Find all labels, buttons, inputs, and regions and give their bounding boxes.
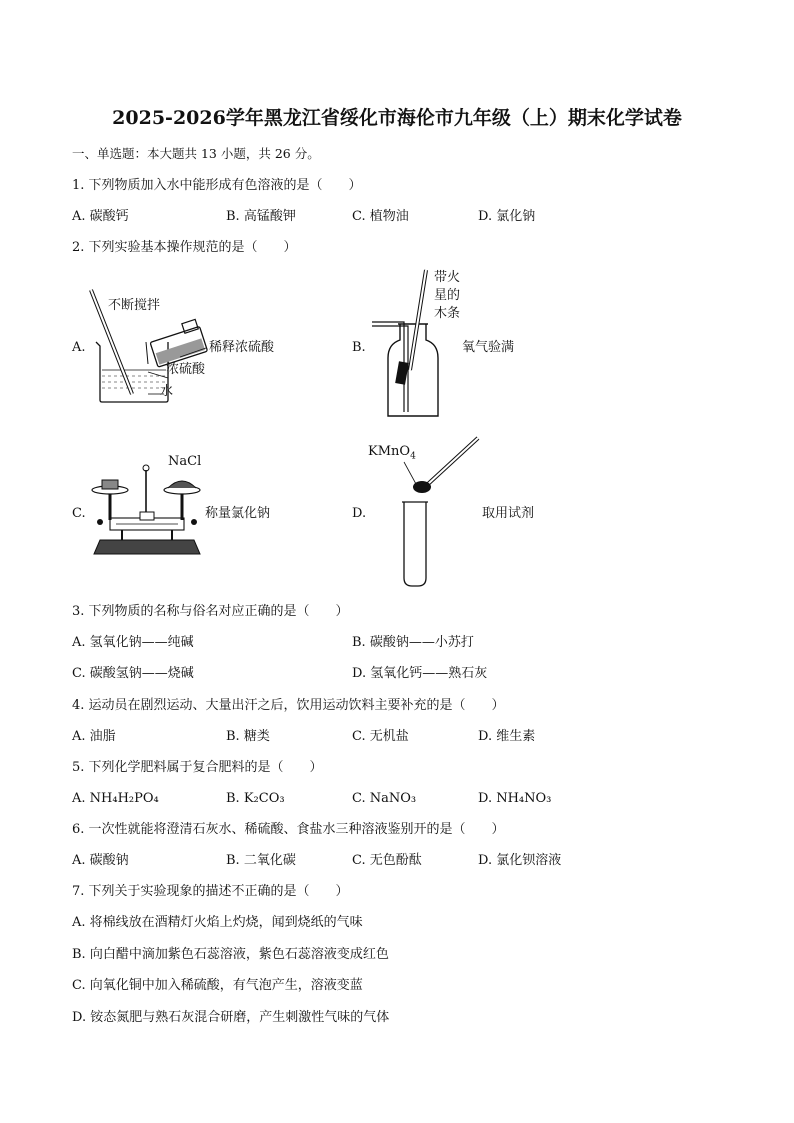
q7-option-c: C. 向氧化铜中加入稀硫酸，有气泡产生，溶液变蓝 [72,978,363,993]
question-3-stem: 3. 下列物质的名称与俗名对应正确的是（ ） [72,604,349,619]
q2-a-name: 稀释浓硫酸 [209,340,275,355]
q2-a-acid-label: 浓硫酸 [166,362,206,377]
q1-option-a: A. 碳酸钙 [72,209,129,224]
q2-option-b-letter: B. [352,340,366,355]
q4-option-c: C. 无机盐 [352,729,409,744]
q1-option-d: D. 氯化钠 [478,209,536,224]
q5-option-a: A. NH₄H₂PO₄ [72,791,159,806]
q2-a-stir-label: 不断搅拌 [108,298,161,313]
q2-b-splint-label-1: 带火 [434,270,461,285]
q2-d-reagent-subscript: 4 [410,451,416,462]
q2-option-a-letter: A. [72,340,86,355]
q4-option-d: D. 维生素 [478,729,536,744]
q6-option-b: B. 二氧化碳 [226,853,296,868]
question-6-stem: 6. 一次性就能将澄清石灰水、稀硫酸、食盐水三种溶液鉴别开的是（ ） [72,822,505,837]
q2-b-splint-label-2: 星的 [434,288,461,303]
q4-option-b: B. 糖类 [226,729,270,744]
q2-a-water-label: 水 [160,384,174,399]
q6-option-d: D. 氯化钡溶液 [478,853,562,868]
take-reagent-figure [398,432,488,590]
question-7-stem: 7. 下列关于实验现象的描述不正确的是（ ） [72,884,349,899]
q3-option-d: D. 氢氧化钙——熟石灰 [352,666,488,681]
q2-d-reagent-formula: KMnO [368,444,411,459]
q6-option-a: A. 碳酸钠 [72,853,129,868]
q3-option-b: B. 碳酸钠——小苏打 [352,635,474,650]
q3-option-c: C. 碳酸氢钠——烧碱 [72,666,194,681]
q3-option-a: A. 氢氧化钠——纯碱 [72,635,194,650]
question-2-stem: 2. 下列实验基本操作规范的是（ ） [72,240,297,255]
q7-option-d: D. 铵态氮肥与熟石灰混合研磨，产生刺激性气味的气体 [72,1010,390,1025]
q4-option-a: A. 油脂 [72,729,116,744]
q5-option-b: B. K₂CO₃ [226,791,285,806]
q2-c-salt-label: NaCl [168,454,202,469]
q5-option-d: D. NH₄NO₃ [478,791,552,806]
question-4-stem: 4. 运动员在剧烈运动、大量出汗之后，饮用运动饮料主要补充的是（ ） [72,698,505,713]
question-1-stem: 1. 下列物质加入水中能形成有色溶液的是（ ） [72,178,362,193]
section-heading: 一、单选题：本大题共 13 小题，共 26 分。 [72,146,320,161]
q2-d-name: 取用试剂 [482,506,535,521]
balance-figure [86,456,206,566]
q2-option-c-letter: C. [72,506,86,521]
q5-option-c: C. NaNO₃ [352,791,417,806]
q1-option-c: C. 植物油 [352,209,409,224]
q7-option-b: B. 向白醋中滴加紫色石蕊溶液，紫色石蕊溶液变成红色 [72,947,389,962]
q1-option-b: B. 高锰酸钾 [226,209,296,224]
q2-option-d-letter: D. [352,506,367,521]
question-5-stem: 5. 下列化学肥料属于复合肥料的是（ ） [72,760,323,775]
q2-b-name: 氧气验满 [462,340,515,355]
q2-c-name: 称量氯化钠 [205,506,271,521]
q2-b-splint-label-3: 木条 [434,306,461,321]
exam-title: 2025-2026学年黑龙江省绥化市海伦市九年级（上）期末化学试卷 [112,107,682,129]
q6-option-c: C. 无色酚酞 [352,853,422,868]
q7-option-a: A. 将棉线放在酒精灯火焰上灼烧，闻到烧纸的气味 [72,915,363,930]
